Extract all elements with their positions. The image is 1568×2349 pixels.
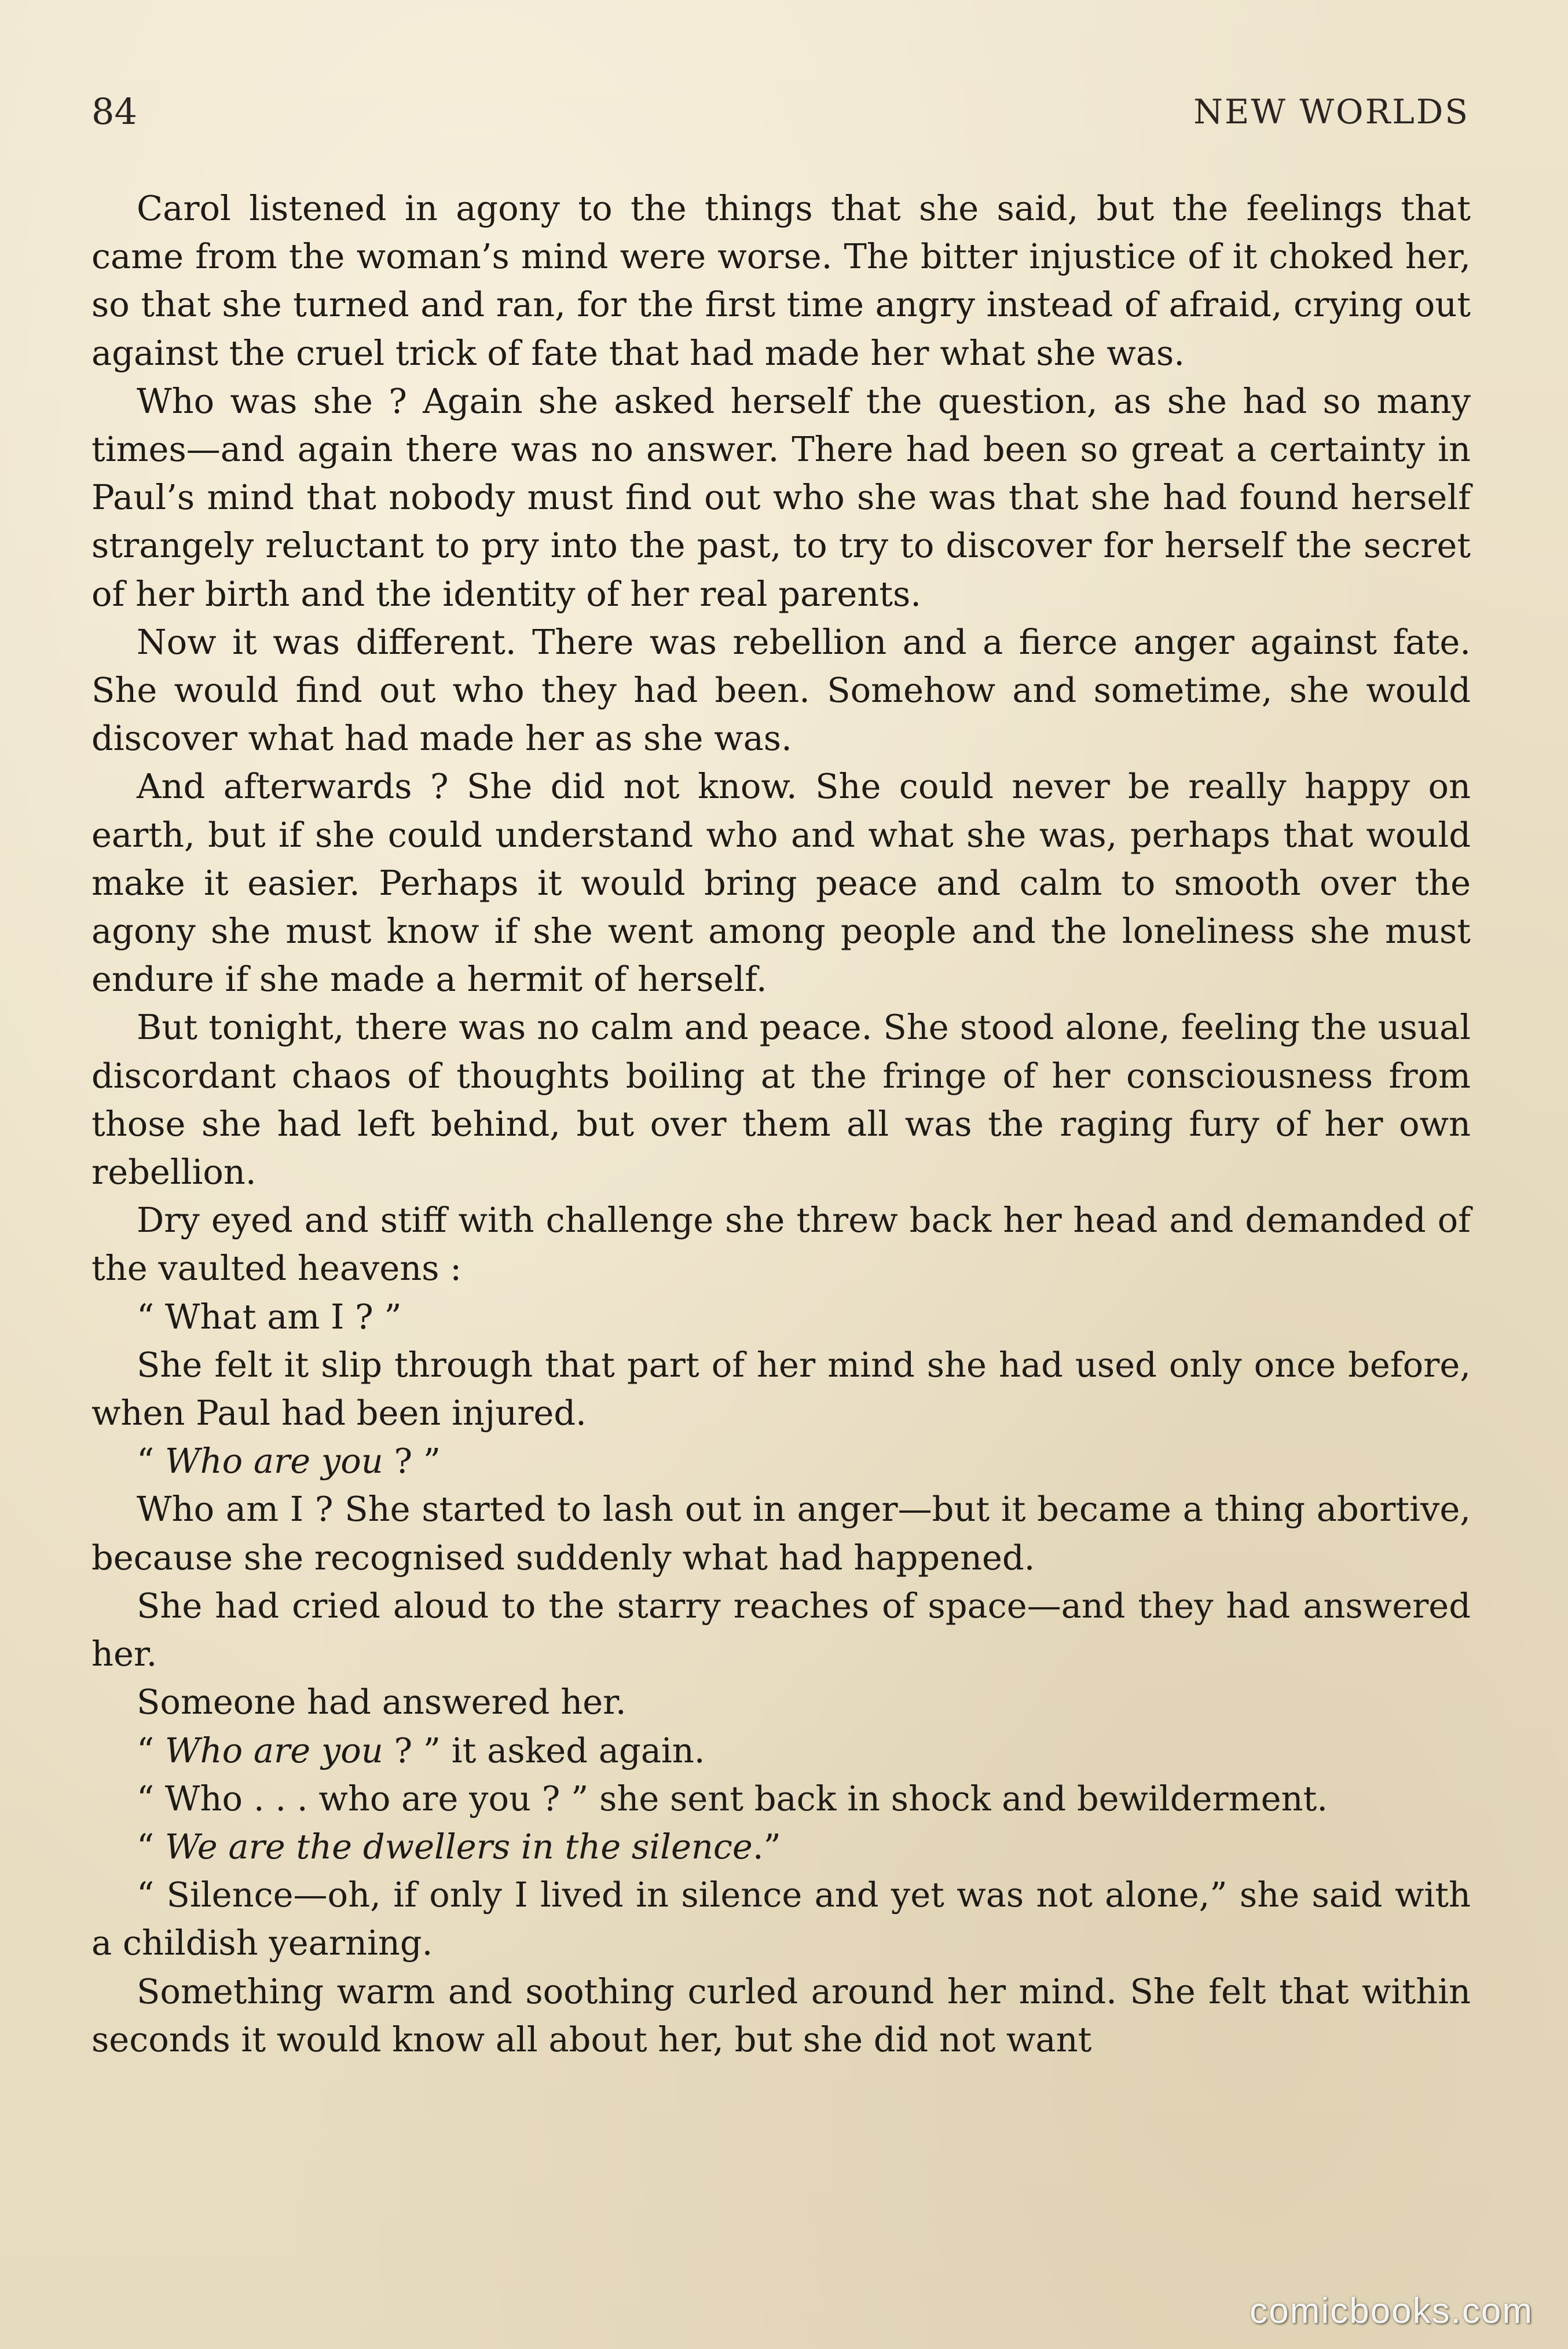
paragraph: “ What am I ? ”: [137, 1296, 402, 1337]
paragraph: Who was she ? Again she asked herself the question, as she had so many times—and again there was no answer. There had been so great a certainty in Paul’s mind that nobody must find out who she was that she had found herself strangely reluctant to pry into the past, to try to discover for herself the secret of her birth and the identity of her real parents.: [91, 380, 1471, 614]
paragraph: Who am I ? She started to lash out in anger—but it became a thing abortive, because she recognised suddenly what had happened.: [91, 1489, 1471, 1578]
quote-open: “: [137, 1441, 165, 1481]
paragraph: “ Who . . . who are you ? ” she sent back in shock and bewilderment.: [137, 1778, 1328, 1819]
quote-close: ? ”: [383, 1441, 441, 1481]
paragraph: She felt it slip through that part of her mind she had used only once before, when Paul had been injured.: [91, 1344, 1471, 1433]
page-number: 84: [91, 90, 137, 133]
body-text: [91, 184, 1471, 2063]
paragraph: She had cried aloud to the starry reaches of space—and they had answered her.: [91, 1585, 1471, 1674]
paragraph: Someone had answered her.: [137, 1682, 627, 1722]
quote-close: ? ” it asked again.: [383, 1730, 705, 1770]
paragraph: But tonight, there was no calm and peace. She stood alone, feeling the usual discordant chaos of thoughts boiling at the fringe of her consciousness from those she had left behind, but over them all was the raging fury of her own rebellion.: [91, 1007, 1471, 1192]
running-head: NEW WORLDS: [1193, 92, 1470, 131]
quote-close: .”: [752, 1826, 781, 1867]
quote-open: “: [137, 1730, 165, 1770]
paragraph: [91, 1437, 1471, 1485]
paragraph: Something warm and soothing curled around her mind. She felt that within seconds it would know all about her, but she did not want: [91, 1971, 1471, 2059]
paragraph: “ Silence—oh, if only I lived in silence and yet was not alone,” she said with a childish yearning.: [91, 1875, 1471, 1963]
paragraph: Now it was different. There was rebellion and a fierce anger against fate. She would find out who they had been. Somehow and sometime, she would discover what had made her as she was.: [91, 621, 1471, 759]
watermark: comicbooks.com: [1250, 2291, 1533, 2331]
paragraph: And afterwards ? She did not know. She could never be really happy on earth, but if she could understand who and what she was, perhaps that would make it easier. Perhaps it would bring peace and calm to smooth over the agony she must know if she went among people and the loneliness she must endure if she made a hermit of herself.: [91, 766, 1471, 1000]
paragraph: [91, 1726, 1471, 1774]
paragraph: [91, 1823, 1471, 1871]
paragraph: Dry eyed and stiff with challenge she threw back her head and demanded of the vaulted heavens :: [91, 1200, 1471, 1289]
italic-dialogue: Who are you: [164, 1441, 383, 1481]
quote-open: “: [137, 1826, 165, 1867]
italic-dialogue: Who are you: [164, 1730, 383, 1770]
page-header: [91, 86, 1470, 138]
paragraph: Carol listened in agony to the things that she said, but the feelings that came from the woman’s mind were worse. The bitter injustice of it choked her, so that she turned and ran, for the first time angry instead of afraid, crying out against the cruel trick of fate that had made her what she was.: [91, 188, 1471, 373]
italic-dialogue: We are the dwellers in the silence: [164, 1826, 753, 1867]
